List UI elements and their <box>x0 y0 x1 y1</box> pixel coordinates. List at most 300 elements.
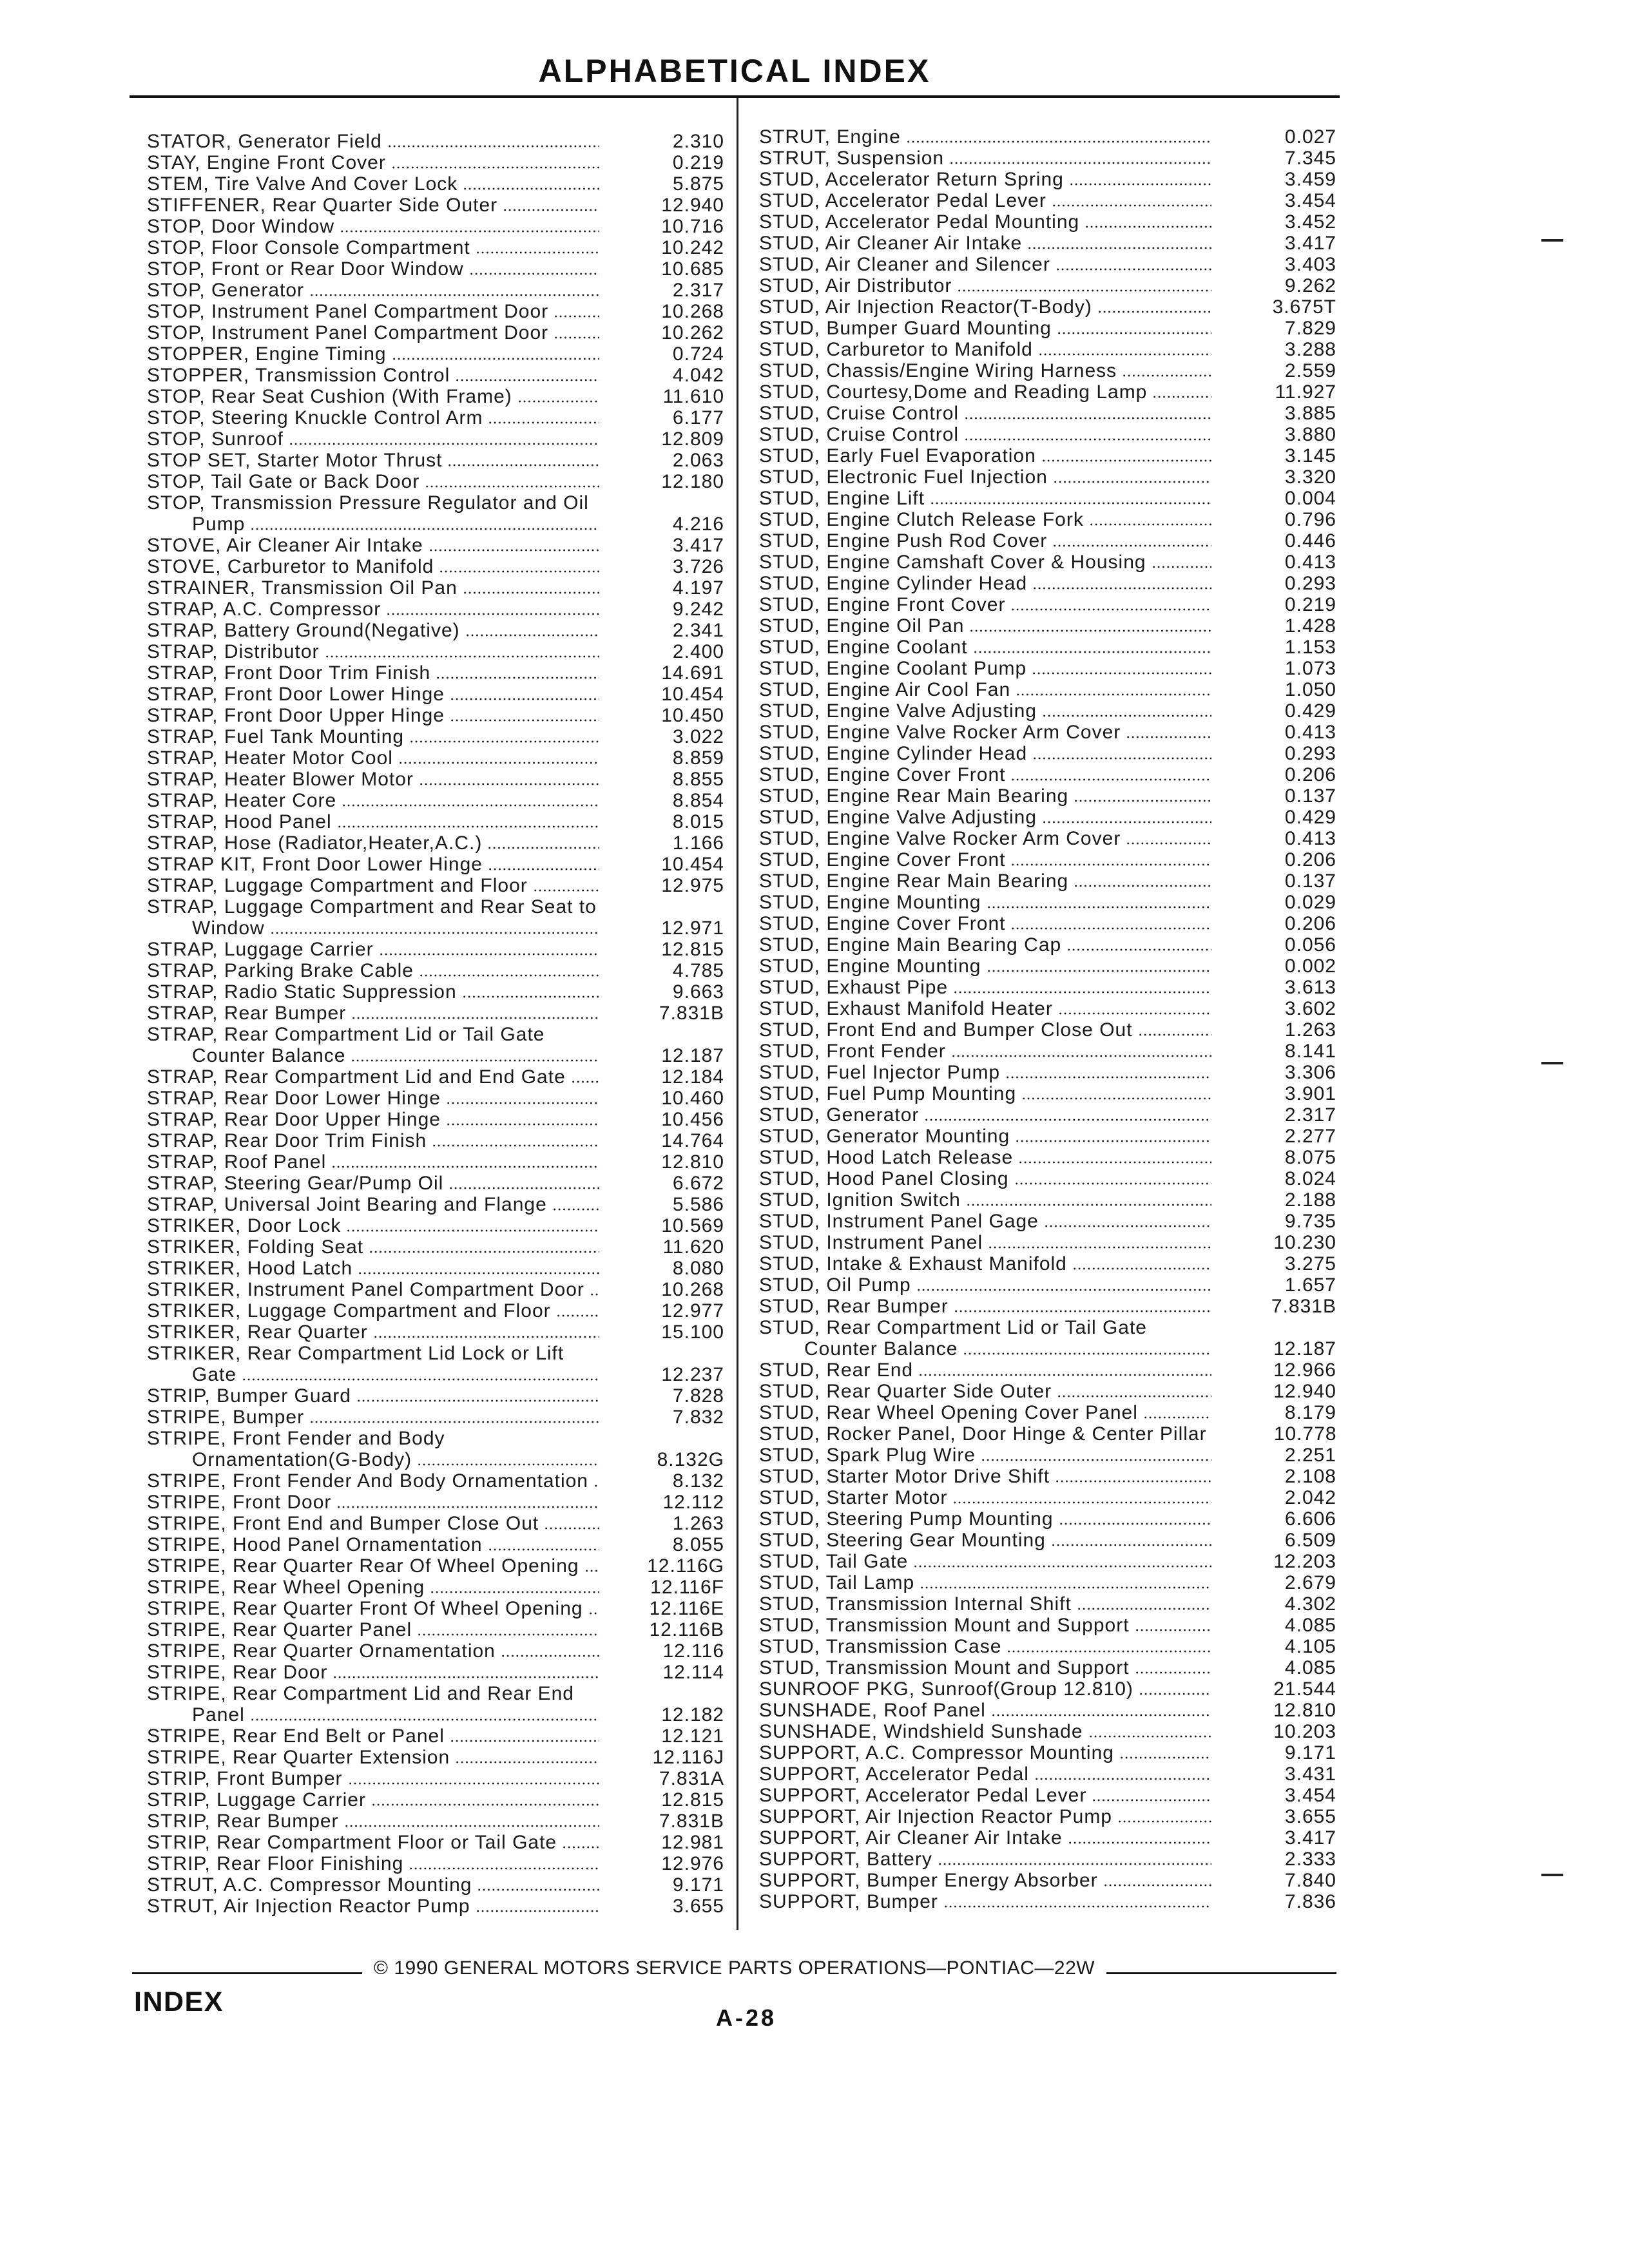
index-entry <box>759 658 1336 679</box>
entry-label: STRIKER, Folding Seat <box>147 1236 364 1258</box>
dot-leader <box>1055 1466 1211 1487</box>
entry-page: 11.927 <box>1275 381 1336 403</box>
entry-page: 10.456 <box>661 1109 724 1130</box>
index-entry <box>759 1551 1336 1572</box>
entry-page: 2.277 <box>1284 1126 1336 1147</box>
entry-label: STUD, Fuel Injector Pump <box>759 1062 1001 1083</box>
index-entry <box>147 1534 724 1555</box>
index-entry <box>147 322 724 343</box>
entry-page: 10.569 <box>661 1215 724 1236</box>
entry-label: STRIPE, Rear End Belt or Panel <box>147 1725 445 1747</box>
dot-leader <box>409 1853 599 1874</box>
entry-page: 3.452 <box>1284 211 1336 233</box>
entry-page: 0.446 <box>1284 530 1336 552</box>
entry-label: SUPPORT, Air Cleaner Air Intake <box>759 1827 1063 1849</box>
dot-leader <box>398 747 599 769</box>
index-entry <box>147 577 724 599</box>
entry-label: STUD, Chassis/Engine Wiring Harness <box>759 360 1117 381</box>
entry-label: STUD, Engine Rear Main Bearing <box>759 785 1069 807</box>
index-entry <box>759 318 1336 339</box>
dot-leader <box>1135 1615 1211 1636</box>
entry-page: 4.085 <box>1284 1615 1336 1636</box>
entry-label: STOP, Floor Console Compartment <box>147 237 470 258</box>
entry-page: 7.836 <box>1284 1891 1336 1912</box>
entry-label: STUD, Bumper Guard Mounting <box>759 318 1052 339</box>
dot-leader <box>584 1555 599 1577</box>
entry-label: STRIP, Rear Compartment Floor or Tail Gate <box>147 1832 557 1853</box>
entry-label: SUPPORT, Air Injection Reactor Pump <box>759 1806 1112 1827</box>
dot-leader <box>250 1704 599 1725</box>
entry-label: STOPPER, Transmission Control <box>147 365 450 386</box>
entry-page: 0.219 <box>1284 594 1336 615</box>
index-entry <box>759 1274 1336 1296</box>
dot-leader <box>1122 360 1211 381</box>
dot-leader <box>476 237 599 258</box>
dot-leader <box>336 1492 599 1513</box>
index-entry <box>147 1066 724 1088</box>
entry-label: SUPPORT, Accelerator Pedal <box>759 1763 1029 1785</box>
index-entry <box>147 152 724 173</box>
dot-leader <box>356 1385 599 1407</box>
entry-label: STRAP, Luggage Compartment and Rear Seat to <box>147 896 597 918</box>
dot-leader <box>446 1088 599 1109</box>
dot-leader <box>943 1891 1211 1912</box>
entry-page: 14.764 <box>661 1130 724 1151</box>
index-entry <box>759 615 1336 637</box>
entry-label: STRAP, Heater Motor Cool <box>147 747 393 769</box>
entry-page: 7.832 <box>672 1407 724 1428</box>
entry-page: 12.187 <box>661 1045 724 1066</box>
index-entry <box>759 190 1336 211</box>
dot-leader <box>1069 169 1211 190</box>
entry-page: 12.116J <box>652 1747 724 1768</box>
index-entry <box>147 280 724 301</box>
entry-page: 12.184 <box>661 1066 724 1088</box>
dot-leader <box>1057 1381 1211 1402</box>
entry-label: SUPPORT, Bumper Energy Absorber <box>759 1870 1098 1891</box>
index-entry <box>147 535 724 556</box>
index-entry <box>147 237 724 258</box>
index-entry-continuation <box>759 1338 1336 1360</box>
footer-copyright: © 1990 GENERAL MOTORS SERVICE PARTS OPERATIONS—PONTIAC—22W <box>373 1957 1095 1979</box>
entry-label-continuation: Panel <box>192 1704 245 1725</box>
dot-leader <box>1007 1636 1211 1657</box>
index-entry <box>759 1041 1336 1062</box>
dot-leader <box>913 1551 1211 1572</box>
index-entry <box>759 552 1336 573</box>
entry-page: 12.121 <box>661 1725 724 1747</box>
entry-page: 0.724 <box>672 343 724 365</box>
entry-page: 2.317 <box>672 280 724 301</box>
entry-label: STRIKER, Luggage Compartment and Floor <box>147 1300 551 1321</box>
entry-label: SUPPORT, Bumper <box>759 1891 938 1912</box>
dot-leader <box>1068 1827 1211 1849</box>
index-entry <box>759 1317 1336 1338</box>
index-entry <box>147 1215 724 1236</box>
index-entry <box>147 1151 724 1173</box>
entry-label: SUPPORT, A.C. Compressor Mounting <box>759 1742 1114 1763</box>
index-entry <box>147 662 724 684</box>
index-entry <box>759 254 1336 275</box>
index-entry <box>759 807 1336 828</box>
index-entry <box>759 148 1336 169</box>
dot-leader <box>371 1789 599 1811</box>
index-entry <box>147 1811 724 1832</box>
entry-page: 10.268 <box>661 301 724 322</box>
index-entry <box>759 1445 1336 1466</box>
index-entry <box>147 407 724 428</box>
entry-page: 0.413 <box>1284 722 1336 743</box>
entry-page: 7.831B <box>659 1811 724 1832</box>
index-entry <box>147 1428 724 1449</box>
entry-label: STUD, Engine Cover Front <box>759 764 1006 785</box>
entry-label: STUD, Rear Wheel Opening Cover Panel <box>759 1402 1138 1423</box>
index-entry <box>759 1572 1336 1593</box>
dot-leader <box>369 1236 599 1258</box>
entry-label: STRAP, Front Door Upper Hinge <box>147 705 445 726</box>
dot-leader <box>450 705 599 726</box>
entry-page: 11.620 <box>662 1236 724 1258</box>
entry-page: 12.112 <box>662 1492 724 1513</box>
entry-page: 12.187 <box>1273 1338 1336 1360</box>
entry-page: 0.029 <box>1284 892 1336 913</box>
index-entry <box>759 126 1336 148</box>
dot-leader <box>1077 1593 1211 1615</box>
index-entry <box>759 211 1336 233</box>
entry-page: 0.004 <box>1284 488 1336 509</box>
entry-page: 14.691 <box>661 662 724 684</box>
entry-page: 12.971 <box>661 918 724 939</box>
entry-page: 5.875 <box>672 173 724 195</box>
dot-leader <box>957 275 1211 296</box>
footer-rule-right <box>1106 1972 1336 1974</box>
entry-label: STRIPE, Rear Quarter Extension <box>147 1747 450 1768</box>
dot-leader <box>340 216 599 237</box>
entry-label: STEM, Tire Valve And Cover Lock <box>147 173 458 195</box>
dot-leader <box>1010 849 1211 870</box>
index-entry-continuation <box>147 514 724 535</box>
dot-leader <box>501 1640 599 1662</box>
index-entry <box>759 445 1336 466</box>
dot-leader <box>938 1849 1211 1870</box>
dot-leader <box>1084 211 1211 233</box>
index-entry <box>147 875 724 896</box>
index-entry <box>759 1402 1336 1423</box>
index-entry <box>147 556 724 577</box>
index-entry <box>147 428 724 450</box>
entry-label: STUD, Engine Cylinder Head <box>759 573 1028 594</box>
index-entry <box>759 573 1336 594</box>
entry-page: 8.179 <box>1284 1402 1336 1423</box>
index-entry <box>759 403 1336 424</box>
entry-page: 6.606 <box>1284 1508 1336 1530</box>
entry-label: STOP, Rear Seat Cushion (With Frame) <box>147 386 512 407</box>
dot-leader <box>571 1066 599 1088</box>
entry-page: 8.132G <box>657 1449 724 1470</box>
index-entry <box>759 1253 1336 1274</box>
index-entry <box>147 343 724 365</box>
entry-page: 9.663 <box>672 981 724 1003</box>
section-label: INDEX <box>134 1986 224 2017</box>
entry-page: 10.460 <box>661 1088 724 1109</box>
index-entry <box>147 896 724 918</box>
index-entry <box>759 296 1336 318</box>
dot-leader <box>488 1534 599 1555</box>
dot-leader <box>1072 1253 1211 1274</box>
entry-page: 1.050 <box>1284 679 1336 700</box>
entry-label: STRIPE, Front Door <box>147 1492 332 1513</box>
entry-label: STUD, Carburetor to Manifold <box>759 339 1033 360</box>
entry-page: 15.100 <box>661 1321 724 1343</box>
dot-leader <box>1052 190 1211 211</box>
entry-label: STOP, Front or Rear Door Window <box>147 258 464 280</box>
index-entry <box>759 913 1336 934</box>
dot-leader <box>448 1173 599 1194</box>
entry-label: STRAP, Steering Gear/Pump Oil <box>147 1173 444 1194</box>
entry-page: 7.829 <box>1284 318 1336 339</box>
entry-label: STUD, Front Fender <box>759 1041 946 1062</box>
entry-page: 3.275 <box>1284 1253 1336 1274</box>
index-entry <box>759 466 1336 488</box>
dot-leader <box>1053 466 1211 488</box>
index-entry <box>147 747 724 769</box>
entry-page: 3.655 <box>672 1896 724 1917</box>
entry-page: 3.431 <box>1284 1763 1336 1785</box>
index-entry <box>147 1109 724 1130</box>
index-entry <box>147 1662 724 1683</box>
entry-page: 4.042 <box>672 365 724 386</box>
index-entry-continuation <box>147 1449 724 1470</box>
index-entry <box>147 450 724 471</box>
dot-leader <box>916 1274 1211 1296</box>
index-entry <box>147 960 724 981</box>
entry-label: STUD, Rear End <box>759 1360 914 1381</box>
entry-label: SUPPORT, Accelerator Pedal Lever <box>759 1785 1087 1806</box>
dot-leader <box>487 832 599 854</box>
index-entry-continuation <box>147 1704 724 1725</box>
entry-page: 3.417 <box>1284 1827 1336 1849</box>
entry-page: 8.075 <box>1284 1147 1336 1168</box>
index-entry <box>759 1785 1336 1806</box>
index-entry <box>759 1742 1336 1763</box>
index-entry <box>147 1407 724 1428</box>
entry-label: STUD, Oil Pump <box>759 1274 911 1296</box>
dot-leader <box>387 131 599 152</box>
index-entry <box>759 785 1336 807</box>
entry-label: STRAP, Rear Compartment Lid or Tail Gate <box>147 1024 545 1045</box>
entry-label: STUD, Ignition Switch <box>759 1189 961 1211</box>
entry-label: STRAP, Parking Brake Cable <box>147 960 414 981</box>
dot-leader <box>425 471 599 492</box>
entry-page: 7.345 <box>1284 148 1336 169</box>
entry-label: STOVE, Air Cleaner Air Intake <box>147 535 423 556</box>
entry-label: STOP, Transmission Pressure Regulator and Oil <box>147 492 589 514</box>
dot-leader <box>289 428 599 450</box>
entry-page: 0.413 <box>1284 828 1336 849</box>
index-entry <box>147 1088 724 1109</box>
entry-page: 3.417 <box>1284 233 1336 254</box>
dot-leader <box>1038 339 1211 360</box>
index-entry <box>147 1258 724 1279</box>
entry-label: STUD, Starter Motor Drive Shift <box>759 1466 1050 1487</box>
entry-label: STOP, Sunroof <box>147 428 284 450</box>
entry-page: 12.180 <box>661 471 724 492</box>
entry-page: 12.966 <box>1273 1360 1336 1381</box>
dot-leader <box>906 126 1211 148</box>
index-entry <box>759 424 1336 445</box>
entry-label: STRUT, Engine <box>759 126 901 148</box>
entry-label: STUD, Engine Camshaft Cover & Housing <box>759 552 1146 573</box>
entry-label: STRIPE, Rear Wheel Opening <box>147 1577 425 1598</box>
entry-page: 10.262 <box>661 322 724 343</box>
dot-leader <box>1057 318 1211 339</box>
dot-leader <box>1010 764 1211 785</box>
entry-label: STRIPE, Front Fender And Body Ornamentation <box>147 1470 588 1492</box>
entry-page: 1.153 <box>1284 637 1336 658</box>
entry-page: 2.400 <box>672 641 724 662</box>
entry-label: STRIP, Luggage Carrier <box>147 1789 366 1811</box>
index-entry <box>759 679 1336 700</box>
entry-label: STUD, Engine Oil Pan <box>759 615 965 637</box>
entry-page: 2.063 <box>672 450 724 471</box>
index-entry <box>759 1487 1336 1508</box>
entry-label: STRAP, Heater Blower Motor <box>147 769 414 790</box>
entry-page: 2.188 <box>1284 1189 1336 1211</box>
index-entry <box>147 1747 724 1768</box>
dot-leader <box>1041 445 1211 466</box>
index-entry <box>759 1126 1336 1147</box>
dot-leader <box>379 939 599 960</box>
entry-label: STOP, Instrument Panel Compartment Door <box>147 322 549 343</box>
index-entry <box>147 1385 724 1407</box>
index-entry <box>759 998 1336 1019</box>
dot-leader <box>1152 552 1211 573</box>
entry-page: 1.657 <box>1284 1274 1336 1296</box>
dot-leader <box>973 637 1212 658</box>
entry-page: 2.108 <box>1284 1466 1336 1487</box>
index-entry <box>759 764 1336 785</box>
index-entry <box>147 1300 724 1321</box>
entry-page: 5.586 <box>672 1194 724 1215</box>
dot-leader <box>348 1768 599 1789</box>
entry-label-continuation: Ornamentation(G-Body) <box>192 1449 412 1470</box>
dot-leader <box>966 1189 1211 1211</box>
entry-page: 0.429 <box>1284 700 1336 722</box>
entry-label: STUD, Generator Mounting <box>759 1126 1010 1147</box>
entry-label: STOP, Generator <box>147 280 305 301</box>
dot-leader <box>447 450 599 471</box>
entry-label: STRIP, Rear Bumper <box>147 1811 339 1832</box>
entry-label: STRAP, Rear Bumper <box>147 1003 347 1024</box>
dot-leader <box>964 403 1211 424</box>
dot-leader <box>1044 1211 1211 1232</box>
dot-leader <box>455 1747 599 1768</box>
index-entry <box>759 828 1336 849</box>
dot-leader <box>1015 1126 1211 1147</box>
dot-leader <box>1042 807 1211 828</box>
entry-label: STUD, Rear Bumper <box>759 1296 949 1317</box>
entry-label: STRAP, Front Door Trim Finish <box>147 662 431 684</box>
dot-leader <box>1018 1147 1211 1168</box>
dot-leader <box>987 956 1212 977</box>
index-entry <box>147 1513 724 1534</box>
index-entry-continuation <box>147 1045 724 1066</box>
dot-leader <box>1042 700 1211 722</box>
dot-leader <box>462 981 599 1003</box>
dot-leader <box>1066 934 1211 956</box>
entry-page: 12.809 <box>661 428 724 450</box>
entry-page: 9.171 <box>672 1874 724 1896</box>
index-entry <box>147 854 724 875</box>
dot-leader <box>556 1300 599 1321</box>
entry-page: 6.672 <box>672 1173 724 1194</box>
index-entry <box>759 892 1336 913</box>
dot-leader <box>1014 1168 1211 1189</box>
entry-label: STUD, Air Injection Reactor(T-Body) <box>759 296 1092 318</box>
entry-label: STRAP, Luggage Carrier <box>147 939 374 960</box>
entry-page: 11.610 <box>662 386 724 407</box>
dot-leader <box>1055 254 1211 275</box>
entry-page: 4.085 <box>1284 1657 1336 1678</box>
index-entry <box>759 169 1336 190</box>
entry-label: STRAP, Heater Core <box>147 790 337 811</box>
entry-page: 0.293 <box>1284 573 1336 594</box>
entry-label: STUD, Engine Push Rod Cover <box>759 530 1048 552</box>
index-entry <box>147 620 724 641</box>
index-entry <box>759 488 1336 509</box>
index-entry <box>759 1678 1336 1700</box>
index-entry <box>759 934 1336 956</box>
index-entry <box>759 594 1336 615</box>
index-entry <box>759 1891 1336 1912</box>
entry-page: 10.230 <box>1273 1232 1336 1253</box>
entry-page: 8.141 <box>1284 1041 1336 1062</box>
dot-leader <box>954 1296 1211 1317</box>
dot-leader <box>1052 530 1211 552</box>
index-entry <box>147 1343 724 1364</box>
entry-page: 2.679 <box>1284 1572 1336 1593</box>
entry-page: 12.116E <box>649 1598 724 1619</box>
entry-label: STUD, Courtesy,Dome and Reading Lamp <box>759 381 1148 403</box>
dot-leader <box>373 1321 599 1343</box>
index-entry <box>147 173 724 195</box>
entry-page: 1.166 <box>672 832 724 854</box>
index-entry <box>759 1083 1336 1104</box>
entry-label: STRIPE, Front Fender and Body <box>147 1428 445 1449</box>
dot-leader <box>953 977 1211 998</box>
entry-page: 0.137 <box>1284 870 1336 892</box>
index-entry <box>759 381 1336 403</box>
dot-leader <box>432 1130 599 1151</box>
index-entry <box>759 956 1336 977</box>
dot-leader <box>469 258 599 280</box>
index-entry <box>147 1492 724 1513</box>
dot-leader <box>476 1896 599 1917</box>
entry-page: 4.105 <box>1284 1636 1336 1657</box>
entry-page: 0.413 <box>1284 552 1336 573</box>
entry-label: STUD, Hood Latch Release <box>759 1147 1014 1168</box>
entry-page: 8.024 <box>1284 1168 1336 1189</box>
entry-page: 3.675T <box>1272 296 1336 318</box>
entry-page: 4.197 <box>672 577 724 599</box>
dot-leader <box>430 1577 599 1598</box>
dot-leader <box>963 1338 1211 1360</box>
entry-page: 2.042 <box>1284 1487 1336 1508</box>
index-entry <box>147 471 724 492</box>
entry-page: 2.559 <box>1284 360 1336 381</box>
entry-label: STOP, Steering Knuckle Control Arm <box>147 407 483 428</box>
entry-page: 3.022 <box>672 726 724 747</box>
